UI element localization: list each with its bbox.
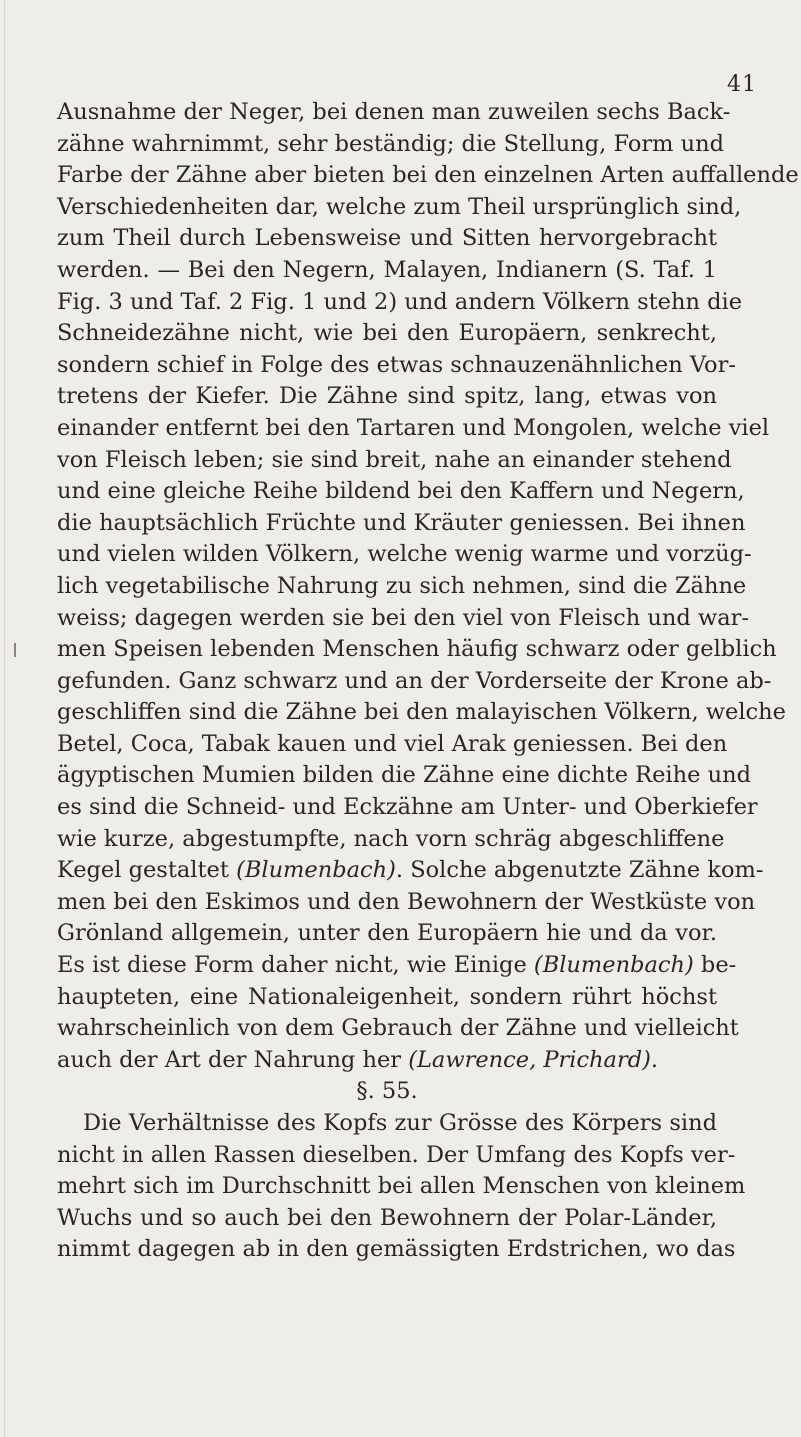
- page-number: 41: [727, 72, 757, 97]
- text-line: tretens der Kiefer. Die Zähne sind spitz, lang, etwas von: [57, 383, 717, 410]
- text-line: zum Theil durch Lebensweise und Sitten hervorgebracht: [57, 225, 717, 252]
- text-line: geschliffen sind die Zähne bei den malayischen Völkern, welche: [57, 699, 786, 726]
- text-line: nicht in allen Rassen dieselben. Der Umfang des Kopfs ver-: [57, 1141, 736, 1168]
- text-line: Farbe der Zähne aber bieten bei den einzelnen Arten auffallende: [57, 162, 799, 189]
- text-line: lich vegetabilische Nahrung zu sich nehmen, sind die Zähne: [57, 572, 747, 599]
- text-line: wahrscheinlich von dem Gebrauch der Zähne und vielleicht: [57, 1015, 739, 1042]
- body-text: [57, 97, 799, 1266]
- text-line: Fig. 3 und Taf. 2 Fig. 1 und 2) und andern Völkern stehn die: [57, 288, 743, 315]
- text-line: gefunden. Ganz schwarz und an der Vorderseite der Krone ab-: [57, 667, 772, 694]
- text-line: Betel, Coca, Tabak kauen und viel Arak geniessen. Bei den: [57, 730, 728, 757]
- margin-mark: [14, 643, 16, 657]
- text-line: und vielen wilden Völkern, welche wenig warme und vorzüg-: [57, 541, 752, 568]
- text-line: Kegel gestaltet (Blumenbach). Solche abgenutzte Zähne kom-: [57, 857, 764, 884]
- text-line: Ausnahme der Neger, bei denen man zuweilen sechs Back-: [57, 99, 731, 125]
- text-line: Verschiedenheiten dar, welche zum Theil ursprünglich sind,: [57, 193, 742, 220]
- text-line: Die Verhältnisse des Kopfs zur Grösse des Körpers sind: [83, 1110, 717, 1136]
- text-line: Grönland allgemein, unter den Europäern hie und da vor.: [57, 920, 717, 947]
- text-line: men bei den Eskimos und den Bewohnern der Westküste von: [57, 888, 756, 915]
- text-line: ägyptischen Mumien bilden die Zähne eine dichte Reihe und: [57, 762, 751, 789]
- text-line: zähne wahrnimmt, sehr beständig; die Stellung, Form und: [57, 130, 725, 157]
- text-line: auch der Art der Nahrung her (Lawrence, Prichard).: [57, 1046, 659, 1073]
- text-line: Wuchs und so auch bei den Bewohnern der Polar-Länder,: [57, 1204, 717, 1231]
- text-line: mehrt sich im Durchschnitt bei allen Menschen von kleinem: [57, 1173, 746, 1200]
- text-line: Es ist diese Form daher nicht, wie Einige (Blumenbach) be-: [57, 952, 737, 979]
- text-line: und eine gleiche Reihe bildend bei den Kaffern und Negern,: [57, 478, 745, 505]
- text-line: es sind die Schneid- und Eckzähne am Unter- und Oberkiefer: [57, 794, 758, 821]
- text-line: men Speisen lebenden Menschen häufig schwarz oder gelblich: [57, 636, 777, 663]
- text-line: nimmt dagegen ab in den gemässigten Erdstrichen, wo das: [57, 1236, 736, 1263]
- text-line: haupteten, eine Nationaleigenheit, sondern rührt höchst: [57, 983, 717, 1010]
- text-line: wie kurze, abgestumpfte, nach vorn schräg abgeschliffene: [57, 825, 725, 852]
- text-line: von Fleisch leben; sie sind breit, nahe an einander stehend: [57, 446, 732, 473]
- text-line: die hauptsächlich Früchte und Kräuter geniessen. Bei ihnen: [57, 509, 746, 536]
- text-line: Schneidezähne nicht, wie bei den Europäern, senkrecht,: [57, 320, 717, 347]
- section-heading: §. 55.: [356, 1078, 418, 1105]
- text-line: weiss; dagegen werden sie bei den viel von Fleisch und war-: [57, 604, 749, 631]
- text-line: werden. — Bei den Negern, Malayen, Indianern (S. Taf. 1: [57, 256, 717, 283]
- text-line: einander entfernt bei den Tartaren und Mongolen, welche viel: [57, 414, 770, 441]
- text-line: sondern schief in Folge des etwas schnauzenähnlichen Vor-: [57, 351, 736, 378]
- page-edge: [4, 0, 5, 1437]
